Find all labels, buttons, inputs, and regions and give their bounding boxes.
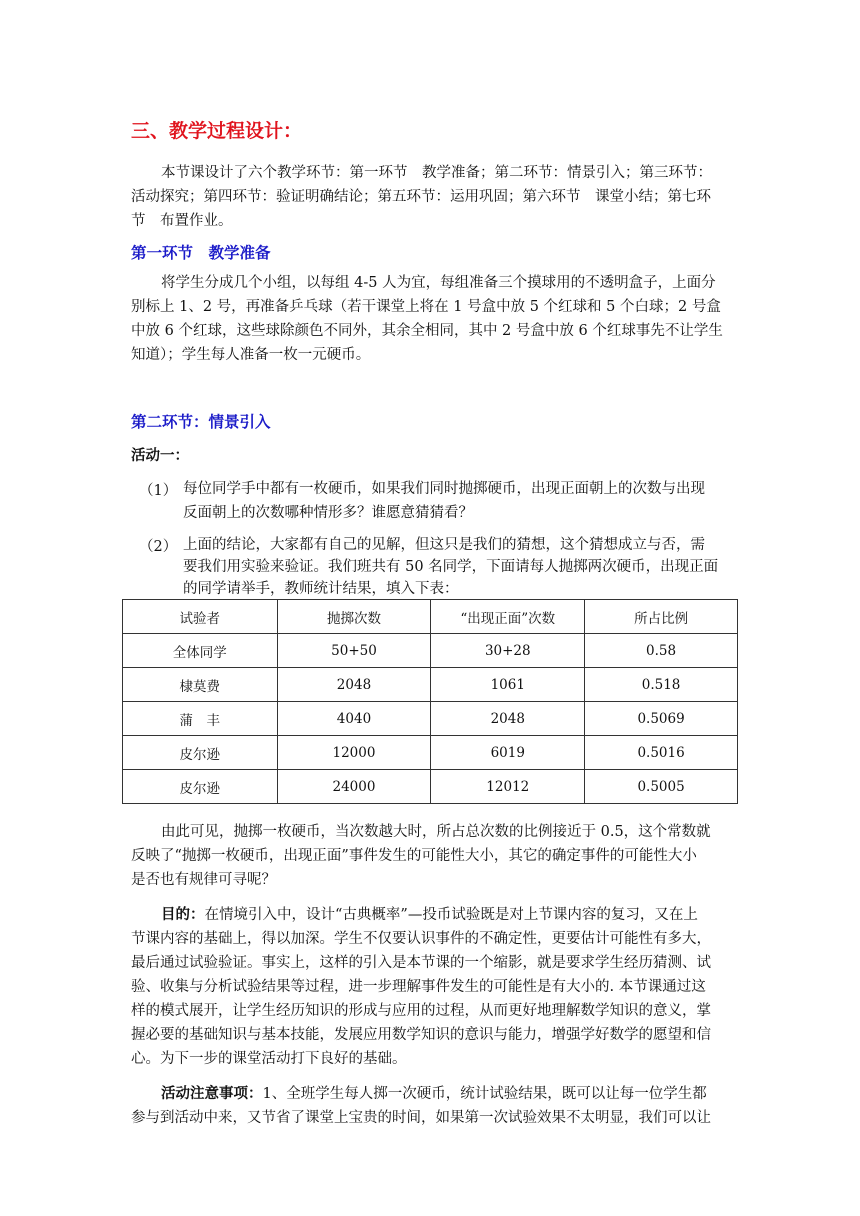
table-cell: 12000 bbox=[277, 736, 431, 770]
intro-line: 活动探究；第四环节：验证明确结论；第五环节：运用巩固；第六环节 课堂小结；第七环 bbox=[131, 189, 711, 205]
table-row bbox=[123, 668, 738, 702]
notes-label: 活动注意事项： bbox=[161, 1086, 263, 1102]
conclusion-line: 反映了“抛掷一枚硬币，出现正面”事件发生的可能性大小，其它的确定事件的可能性大小 bbox=[131, 848, 697, 864]
item-line: 上面的结论，大家都有自己的见解，但这只是我们的猜想，这个猜想成立与否，需 bbox=[183, 537, 705, 553]
table-row bbox=[123, 736, 738, 770]
notes-line: 参与到活动中来，又节省了课堂上宝贵的时间，如果第一次试验效果不太明显，我们可以让 bbox=[131, 1110, 711, 1126]
table-cell: 0.5016 bbox=[585, 736, 738, 770]
table-header: “出现正面”次数 bbox=[431, 600, 585, 634]
table-header: 所占比例 bbox=[585, 600, 738, 634]
intro-line: 本节课设计了六个教学环节：第一环节 教学准备；第二环节：情景引入；第三环节： bbox=[161, 165, 712, 181]
table-row bbox=[123, 770, 738, 804]
table-cell: 30+28 bbox=[431, 634, 585, 668]
section1-title: 第一环节 教学准备 bbox=[131, 244, 271, 262]
table-cell: 全体同学 bbox=[123, 634, 278, 668]
section1-line: 别标上 1、2 号，再准备乒乓球（若干课堂上将在 1 号盒中放 5 个红球和 5 个白球；2 号盒 bbox=[131, 299, 721, 315]
item-line: 要我们用实验来验证。我们班共有 50 名同学，下面请每人抛掷两次硬币，出现正面 bbox=[183, 559, 719, 575]
item-number: （1） bbox=[139, 483, 178, 499]
table-row bbox=[123, 634, 738, 668]
table-cell: 2048 bbox=[277, 668, 431, 702]
purpose-line: 最后通过试验验证。事实上，这样的引入是本节课的一个缩影，就是要求学生经历猜测、试 bbox=[131, 955, 711, 971]
notes-text: 1、全班学生每人掷一次硬币，统计试验结果，既可以让每一位学生都 bbox=[262, 1086, 707, 1102]
item-line: 的同学请举手，教师统计结果，填入下表： bbox=[183, 581, 459, 597]
purpose-line: 握必要的基础知识与基本技能，发展应用数学知识的意识与能力，增强学好数学的愿望和信 bbox=[131, 1027, 711, 1043]
item-line: 每位同学手中都有一枚硬币，如果我们同时抛掷硬币，出现正面朝上的次数与出现 bbox=[183, 481, 705, 497]
conclusion-line: 是否也有规律可寻呢？ bbox=[131, 872, 276, 888]
item-line: 反面朝上的次数哪种情形多？谁愿意猜猜看？ bbox=[183, 505, 473, 521]
item-number: （2） bbox=[139, 539, 178, 555]
purpose-first-line bbox=[161, 905, 698, 925]
purpose-text: 在情境引入中，设计“古典概率”—投币试验既是对上节课内容的复习，又在上 bbox=[204, 907, 698, 923]
conclusion-line: 由此可见，抛掷一枚硬币，当次数越大时，所占总次数的比例接近于 0.5，这个常数就 bbox=[161, 824, 711, 840]
table-cell: 棣莫费 bbox=[123, 668, 278, 702]
purpose-label: 目的： bbox=[161, 907, 205, 923]
table-cell: 蒲 丰 bbox=[123, 702, 278, 736]
table-cell: 2048 bbox=[431, 702, 585, 736]
table-header-row bbox=[123, 600, 738, 634]
table-cell: 0.5005 bbox=[585, 770, 738, 804]
table-cell: 4040 bbox=[277, 702, 431, 736]
section-heading: 三、教学过程设计： bbox=[131, 120, 303, 142]
purpose-line: 验、收集与分析试验结果等过程，进一步理解事件发生的可能性是有大小的. 本节课通过这 bbox=[131, 979, 706, 995]
section1-line: 知道）；学生每人准备一枚一元硬币。 bbox=[131, 347, 371, 363]
purpose-line: 节课内容的基础上，得以加深。学生不仅要认识事件的不确定性，更要估计可能性有多大， bbox=[131, 931, 711, 947]
notes-first-line bbox=[161, 1084, 707, 1104]
table-cell: 皮尔逊 bbox=[123, 770, 278, 804]
table-cell: 0.518 bbox=[585, 668, 738, 702]
table-row bbox=[123, 702, 738, 736]
table-cell: 0.58 bbox=[585, 634, 738, 668]
table-cell: 50+50 bbox=[277, 634, 431, 668]
table-cell: 1061 bbox=[431, 668, 585, 702]
table-cell: 0.5069 bbox=[585, 702, 738, 736]
coin-toss-table bbox=[122, 599, 738, 804]
section1-line: 将学生分成几个小组，以每组 4-5 人为宜，每组准备三个摸球用的不透明盒子，上面分 bbox=[161, 275, 716, 291]
table-cell: 12012 bbox=[431, 770, 585, 804]
section2-title: 第二环节：情景引入 bbox=[131, 413, 271, 431]
table-cell: 皮尔逊 bbox=[123, 736, 278, 770]
purpose-line: 样的模式展开，让学生经历知识的形成与应用的过程，从而更好地理解数学知识的意义，掌 bbox=[131, 1003, 711, 1019]
table-cell: 24000 bbox=[277, 770, 431, 804]
activity-label: 活动一： bbox=[131, 448, 189, 464]
purpose-line: 心。为下一步的课堂活动打下良好的基础。 bbox=[131, 1051, 407, 1067]
table-cell: 6019 bbox=[431, 736, 585, 770]
table-header: 抛掷次数 bbox=[277, 600, 431, 634]
intro-line: 节 布置作业。 bbox=[131, 213, 233, 229]
table-header: 试验者 bbox=[123, 600, 278, 634]
section1-line: 中放 6 个红球，这些球除颜色不同外，其余全相同，其中 2 号盒中放 6 个红球事先不让学生 bbox=[131, 323, 723, 339]
